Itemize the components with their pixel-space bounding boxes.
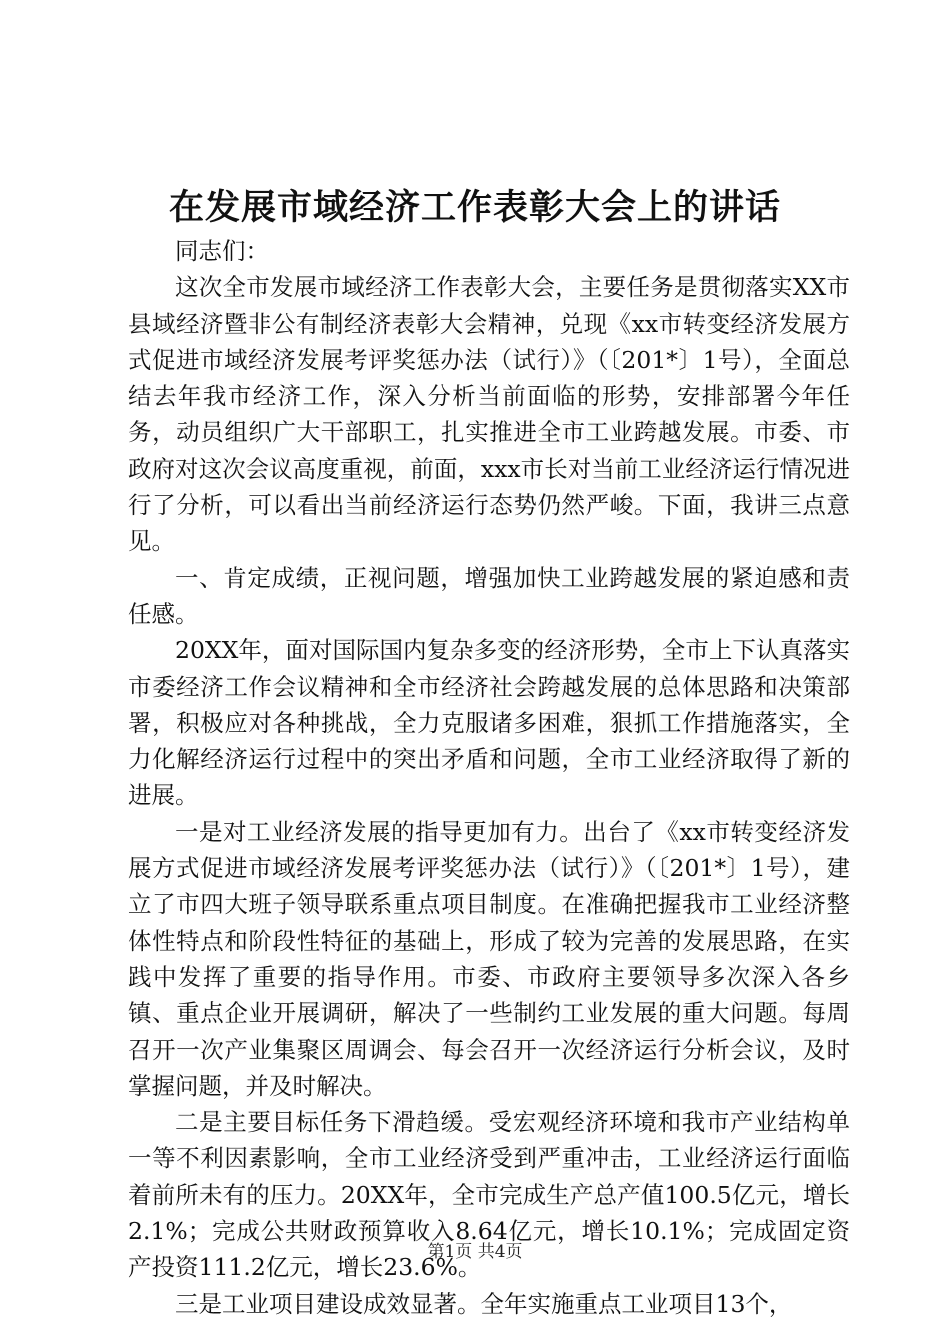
document-body [128, 233, 850, 1322]
paragraph: 一是对工业经济发展的指导更加有力。出台了《xx市转变经济发展方式促进市域经济发展考评奖惩办法（试行）》（〔201*〕1号），建立了市四大班子领导联系重点项目制度。在准确把握我市工业经济整体性特点和阶段性特征的基础上，形成了较为完善的发展思路，在实践中发挥了重要的指导作用。市委、市政府主要领导多次深入各乡镇、重点企业开展调研，解决了一些制约工业发展的重大问题。每周召开一次产业集聚区周调会、每会召开一次经济运行分析会议，及时掌握问题，并及时解决。 [128, 817, 850, 1100]
paragraph: 二是主要目标任务下滑趋缓。受宏观经济环境和我市产业结构单一等不利因素影响，全市工业经济受到严重冲击，工业经济运行面临着前所未有的压力。20XX年，全市完成生产总产值100.5亿元，增长2.1%；完成公共财政预算收入8.64亿元，增长10.1%；完成固定资产投资111.2亿元，增长23.6%。 [128, 1108, 850, 1282]
paragraph: 这次全市发展市域经济工作表彰大会，主要任务是贯彻落实XX市县域经济暨非公有制经济表彰大会精神，兑现《xx市转变经济发展方式促进市域经济发展考评奖惩办法（试行）》（〔201*〕1号），全面总结去年我市经济工作，深入分析当前面临的形势，安排部署今年任务，动员组织广大干部职工，扎实推进全市工业跨越发展。市委、市政府对这次会议高度重视，前面，xxx市长对当前工业经济运行情况进行了分析，可以看出当前经济运行态势仍然严峻。下面，我讲三点意见。 [128, 273, 850, 556]
section-heading: 一、肯定成绩，正视问题，增强加快工业跨越发展的紧迫感和责任感。 [128, 563, 850, 628]
document-title: 在发展市域经济工作表彰大会上的讲话 [168, 187, 781, 228]
page-number: 第1页 共4页 [427, 1242, 523, 1262]
paragraph: 三是工业项目建设成效显著。全年实施重点工业项目13个， [175, 1289, 793, 1318]
paragraph: 20XX年，面对国际国内复杂多变的经济形势，全市上下认真落实市委经济工作会议精神和全市经济社会跨越发展的总体思路和决策部署，积极应对各种挑战，全力克服诸多困难，狠抓工作措施落实，全力化解经济运行过程中的突出矛盾和问题，全市工业经济取得了新的进展。 [128, 636, 850, 810]
salutation: 同志们： [175, 237, 269, 265]
